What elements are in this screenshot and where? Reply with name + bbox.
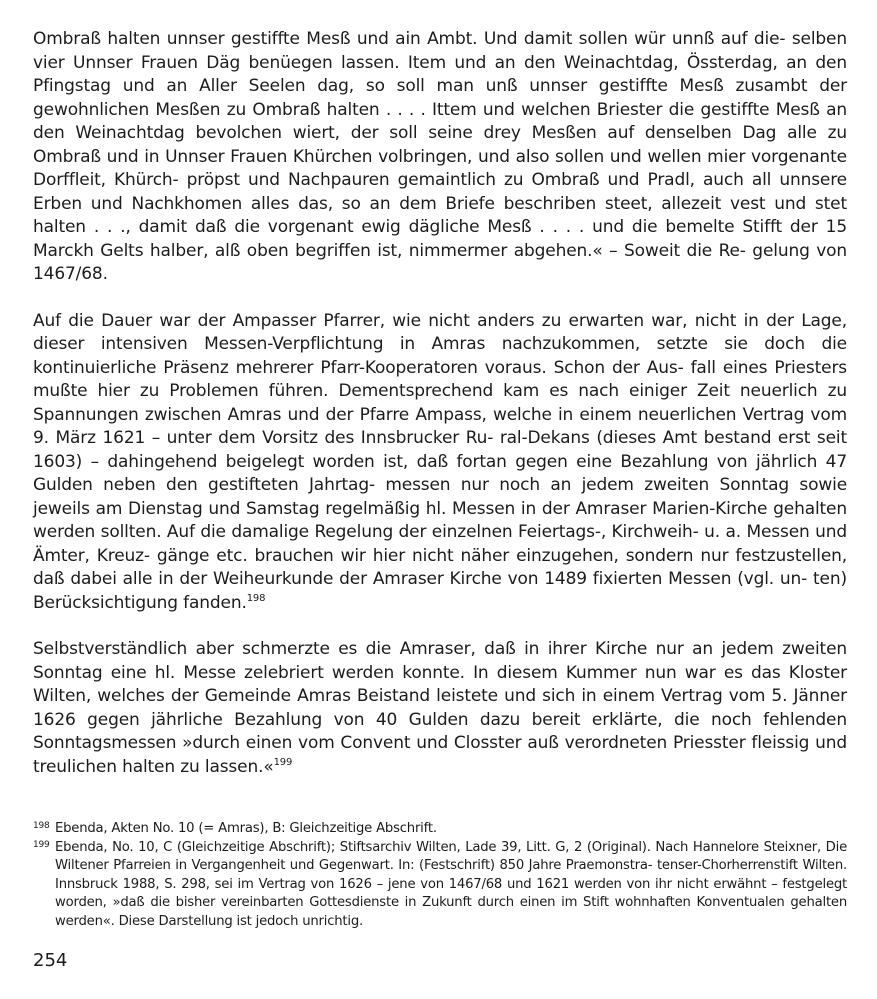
text-line: fall eines Priesters mußte hier zu Problemen führen. Dementsprechend kam es nach (33, 357, 847, 401)
text-line: erklärte, die noch fehlenden Sonntagsmessen »durch einen vom Convent und Closster (33, 709, 847, 753)
footnote-199 (33, 839, 847, 932)
text-line: halten . . . . (326, 99, 426, 120)
text-line: Ombraß halten unnser gestiffte Mesß und ain Ambt. Und damit sollen wür unnß auf die- (33, 29, 786, 49)
footnote-line: durch einen im Stift wohnhaften Konventualen gehalten werden«. Diese Darstellung ist jedoch unrichtig. (55, 895, 847, 929)
text-line: daß fortan gegen eine Bezahlung von jährlich 47 Gulden neben den gestifteten Jahrtag- (33, 451, 847, 495)
text-line: ten) Berücksichtigung fanden. (33, 569, 847, 613)
text-line: damalige Regelung der einzelnen Feiertags-, Kirchweih- u. a. Messen und Ämter, Kreuz- (33, 522, 847, 566)
footnote-line: Steixner, Die Wiltener Pfarreien in Vergangenheit und Gegenwart. In: (Festschrift) 850 Jahre Praemonstra- (55, 839, 847, 873)
text-line: halten . . ., damit daß die vorgenant ewig dägliche Mesß . . . . und die bemelte Stifft der (33, 217, 818, 237)
footnote-line: Ebenda, No. 10, C (Gleichzeitige Abschrift); Stiftsarchiv Wilten, Lade 39, Litt. G, 2 (Original). Nach Hannelore (55, 839, 759, 855)
text-line: einiger Zeit neuerlich zu Spannungen zwischen Amras und der Pfarre Ampass, welche in (33, 381, 847, 425)
text-line: einem neuerlichen Vertrag vom 9. März 1621 – unter dem Vorsitz des Innsbrucker Ru- (33, 404, 847, 448)
footnote-reference[interactable]: 199 (273, 756, 293, 768)
text-line: doch die kontinuierliche Präsenz mehrerer Pfarr-Kooperatoren voraus. Schon der Aus- (33, 334, 847, 378)
text-line: Lage, dieser intensiven Messen-Verpflichtung in Amras nachzukommen, setzte sie (33, 310, 847, 354)
text-line: der soll seine drey Mesßen auf denselben Dag alle zu Ombraß und in Unnser Frauen (33, 123, 847, 167)
text-line: Selbstverständlich aber schmerzte es die Amraser, daß in ihrer Kirche nur an jedem (33, 639, 774, 659)
paragraph-ampass-contract (33, 310, 847, 616)
page-number: 254 (33, 950, 68, 971)
footnote-198 (33, 820, 847, 839)
text-line: es das Kloster Wilten, welches der Gemeinde Amras Beistand leistete und sich in (33, 662, 847, 706)
footnote-number: 198 (33, 821, 50, 831)
text-line: einem Vertrag vom 5. Jänner 1626 gegen jährliche Bezahlung von 40 Gulden dazu bereit (33, 686, 847, 730)
text-line: Auf die Dauer war der Ampasser Pfarrer, wie nicht anders zu erwarten war, nicht in der (33, 310, 794, 331)
text-line: 15 Marckh Gelts halber, alß oben begriffen ist, nimmermer abgehen.« – Soweit die Re- (33, 217, 847, 261)
text-line: regelmäßig hl. Messen in der Amraser Marien-Kirche gehalten werden sollten. Auf die (33, 498, 847, 542)
text-line: Khürchen volbringen, und also sollen und wellen mier vorgenante Dorffleit, Khürch- (33, 146, 847, 190)
footnote-number: 199 (33, 839, 50, 850)
text-line: Item und an den Weinachtdag, Össterdag, an den Pfingstag und an Aller Seelen dag, so (33, 52, 847, 96)
footnote-line: Ebenda, Akten No. 10 (= Amras), B: Gleichzeitige Abschrift. (55, 821, 437, 836)
footnote-line: tenser-Chorherrenstift Wilten. Innsbruck 1988, S. 298, sei im Vertrag von 1626 – jene von 1467/68 und 1621 (55, 858, 847, 892)
text-line: Nachkhomen alles das, so an dem Briefe beschriben steet, allezeit vest und stet (131, 193, 847, 214)
paragraph-wilten-contract (33, 638, 847, 779)
text-line: auß verordneten Priesster fleissig und treulichen halten zu lassen.« (33, 733, 847, 777)
text-line: gänge etc. brauchen wir hier nicht näher einzugehen, sondern nur festzustellen, daß (33, 545, 848, 589)
paragraph-quoted-charter (33, 28, 847, 287)
text-line: zweiten Sonntag eine hl. Messe zelebriert werden konnte. In diesem Kummer nun war (33, 639, 847, 683)
text-line: ral-Dekans (dieses Amt bestand erst seit 1603) – dahingehend beigelegt worden ist, (33, 428, 847, 472)
text-line: gelung von 1467/68. (33, 240, 847, 284)
text-line: soll man unß unnser gestiffte Mesß zusambt der gewohnlichen Mesßen zu Ombraß (33, 76, 847, 120)
footnote-line: werden von ihr nicht erwähnt – festgelegt worden, »daß die bisher vereinbarten Gottesdienste in Zukunft (55, 876, 848, 910)
text-line: Ittem und welchen Briester die gestiffte Mesß an den Weinachtdag bevolchen wiert, (33, 99, 847, 143)
text-line: pröpst und Nachpauren gemaintlich zu Ombraß und Pradl, auch all unnsere Erben und (33, 170, 847, 214)
text-line: messen nur noch an jedem zweiten Sonntag sowie jeweils am Dienstag und Samstag (33, 475, 847, 519)
footnote-reference[interactable]: 198 (246, 592, 266, 604)
text-line: dabei alle in der Weiheurkunde der Amraser Kirche von 1489 fixierten Messen (vgl. un- (70, 569, 808, 589)
body-text (33, 28, 847, 779)
footnotes (33, 820, 847, 931)
text-line: selben vier Unnser Frauen Däg benüegen lassen. (33, 29, 847, 73)
